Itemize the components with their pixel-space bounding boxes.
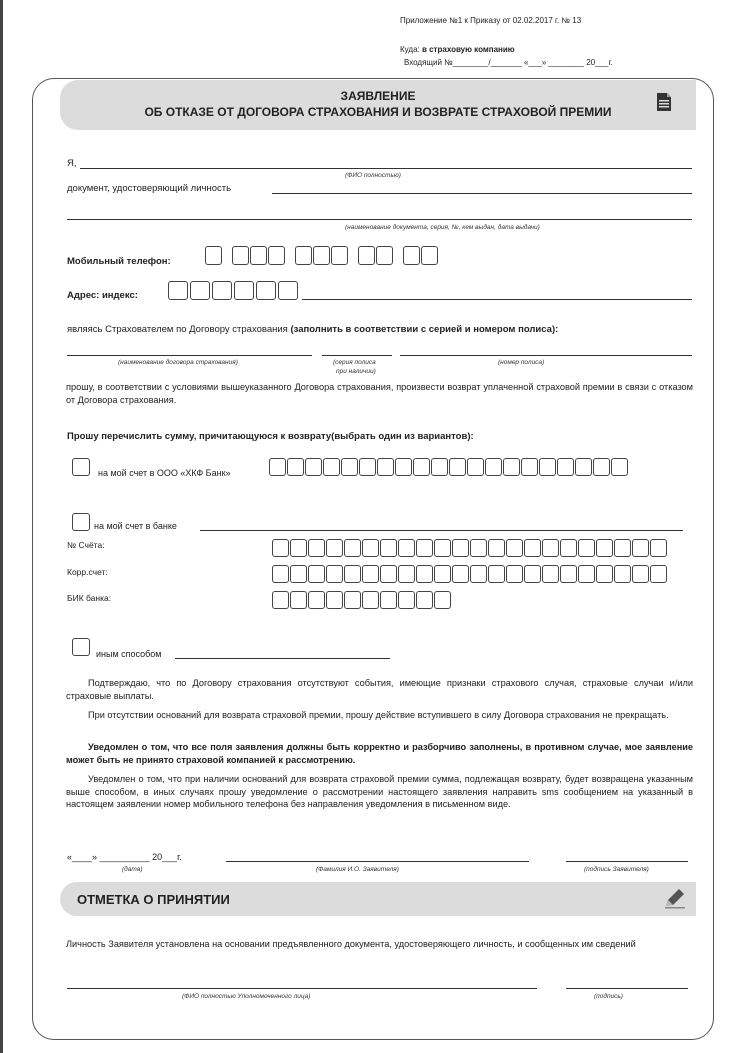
statement-3: Уведомлен о том, что все поля заявления должны быть корректно и разборчиво заполнены, в противном случае, мое заявление может быть не принято страховой компанией к рассмотрению. — [66, 742, 693, 765]
date-line[interactable]: «____» __________ 20___г. — [67, 852, 182, 862]
corr-account-label: Корр.счет: — [67, 567, 108, 577]
policy-name-caption: (наименование договора страхования) — [118, 359, 238, 366]
policy-number-field[interactable] — [400, 355, 692, 356]
pencil-icon — [663, 888, 687, 915]
bank-checkbox[interactable] — [72, 513, 90, 531]
phone-label: Мобильный телефон: — [67, 256, 171, 267]
bik-label: БИК банка: — [67, 593, 112, 603]
applicant-name-field[interactable] — [226, 861, 529, 862]
hkf-checkbox[interactable] — [72, 458, 90, 476]
statement-2: При отсутствии оснований для возврата страховой премии, прошу действие вступившего в силу Договора страхования не прекращать. — [88, 710, 669, 720]
policy-number-caption: (номер полиса) — [498, 359, 545, 366]
corr-account-boxes[interactable] — [272, 565, 668, 583]
applicant-name-caption: (Фамилия И.О. Заявителя) — [316, 866, 399, 873]
refund-heading: Прошу перечислить сумму, причитающуюся к возврату(выбрать один из вариантов): — [67, 431, 474, 442]
acceptance-title: ОТМЕТКА О ПРИНЯТИИ — [77, 892, 230, 907]
policy-name-field[interactable] — [67, 355, 312, 356]
doc-field-1[interactable] — [272, 193, 692, 194]
destination-line: Куда: в страховую компанию — [400, 45, 515, 54]
statement-4: Уведомлен о том, что при наличии оснований для возврата страховой премии сумма, подлежащая возврату, будет возвращена указанным выше способом, в иных случаях прошу уведомление о рассмотрении настоящего заявления направить sms сообщением на указанный в настоящем заявлении номер мобильного телефона без направления уведомления в письменном виде. — [66, 774, 693, 810]
other-method-field[interactable] — [175, 658, 390, 659]
authorized-signature-field[interactable] — [566, 988, 688, 989]
request-paragraph: прошу, в соответствии с условиями вышеуказанного Договора страхования, произвести возврат уплаченной страховой премии в связи с отказом от Договора страхования. — [66, 382, 693, 405]
acceptance-header — [60, 882, 696, 916]
address-label: Адрес: индекс: — [67, 290, 138, 301]
date-caption: (дата) — [122, 866, 143, 873]
appendix-note: Приложение №1 к Приказу от 02.02.2017 г. № 13 — [400, 16, 582, 25]
acceptance-text: Личность Заявителя установлена на основании предъявленного документа, удостоверяющего личность, и сообщенных им сведений — [66, 939, 636, 949]
phone-boxes[interactable] — [205, 246, 438, 265]
page-edge — [0, 0, 3, 1053]
statement-1: Подтверждаю, что по Договору страхования отсутствуют события, имеющие признаки страхового случая, страховые случаи и/или страховые выплаты. — [66, 678, 693, 701]
doc-field-2[interactable] — [67, 219, 692, 220]
address-field[interactable] — [302, 299, 692, 300]
authorized-fio-field[interactable] — [67, 988, 537, 989]
bank-option-label: на мой счет в банке — [94, 521, 177, 531]
authorized-signature-caption: (подпись) — [594, 993, 623, 1000]
other-method-checkbox[interactable] — [72, 638, 90, 656]
authorized-fio-caption: (ФИО полностью Уполномоченного лица) — [182, 993, 311, 1000]
document-icon — [656, 92, 672, 117]
hkf-option-label: на мой счет в ООО «ХКФ Банк» — [98, 468, 231, 478]
incoming-number-line: Входящий №________/_______ «___» ________ 20___г. — [404, 58, 613, 67]
hkf-account-boxes[interactable] — [269, 458, 628, 476]
account-label: № Счёта: — [67, 540, 105, 550]
bank-name-field[interactable] — [200, 530, 683, 531]
account-boxes[interactable] — [272, 539, 668, 557]
other-method-label: иным способом — [96, 649, 162, 659]
policy-series-caption-2: при наличии) — [336, 368, 376, 375]
postal-index-boxes[interactable] — [168, 281, 298, 300]
form-header — [60, 80, 696, 130]
applicant-signature-caption: (подпись Заявителя) — [584, 866, 649, 873]
fio-field[interactable] — [80, 168, 692, 169]
bik-boxes[interactable] — [272, 591, 451, 609]
form-title-line2: ОБ ОТКАЗЕ ОТ ДОГОВОРА СТРАХОВАНИЯ И ВОЗВРАТЕ СТРАХОВОЙ ПРЕМИИ — [144, 105, 612, 119]
policy-series-caption-1: (серия полиса — [333, 359, 376, 366]
applicant-signature-field[interactable] — [566, 861, 688, 862]
policy-series-field[interactable] — [322, 355, 392, 356]
form-title-line1: ЗАЯВЛЕНИЕ — [340, 89, 416, 103]
ya-label: Я, — [67, 158, 77, 169]
doc-caption: (наименование документа, серия, №, кем выдан, дата выдачи) — [345, 224, 540, 231]
fio-caption: (ФИО полностью) — [345, 172, 401, 179]
policy-intro: являясь Страхователем по Договору страхования (заполнить в соответствии с серией и номером полиса): — [67, 324, 559, 335]
doc-label: документ, удостоверяющий личность — [67, 183, 232, 194]
